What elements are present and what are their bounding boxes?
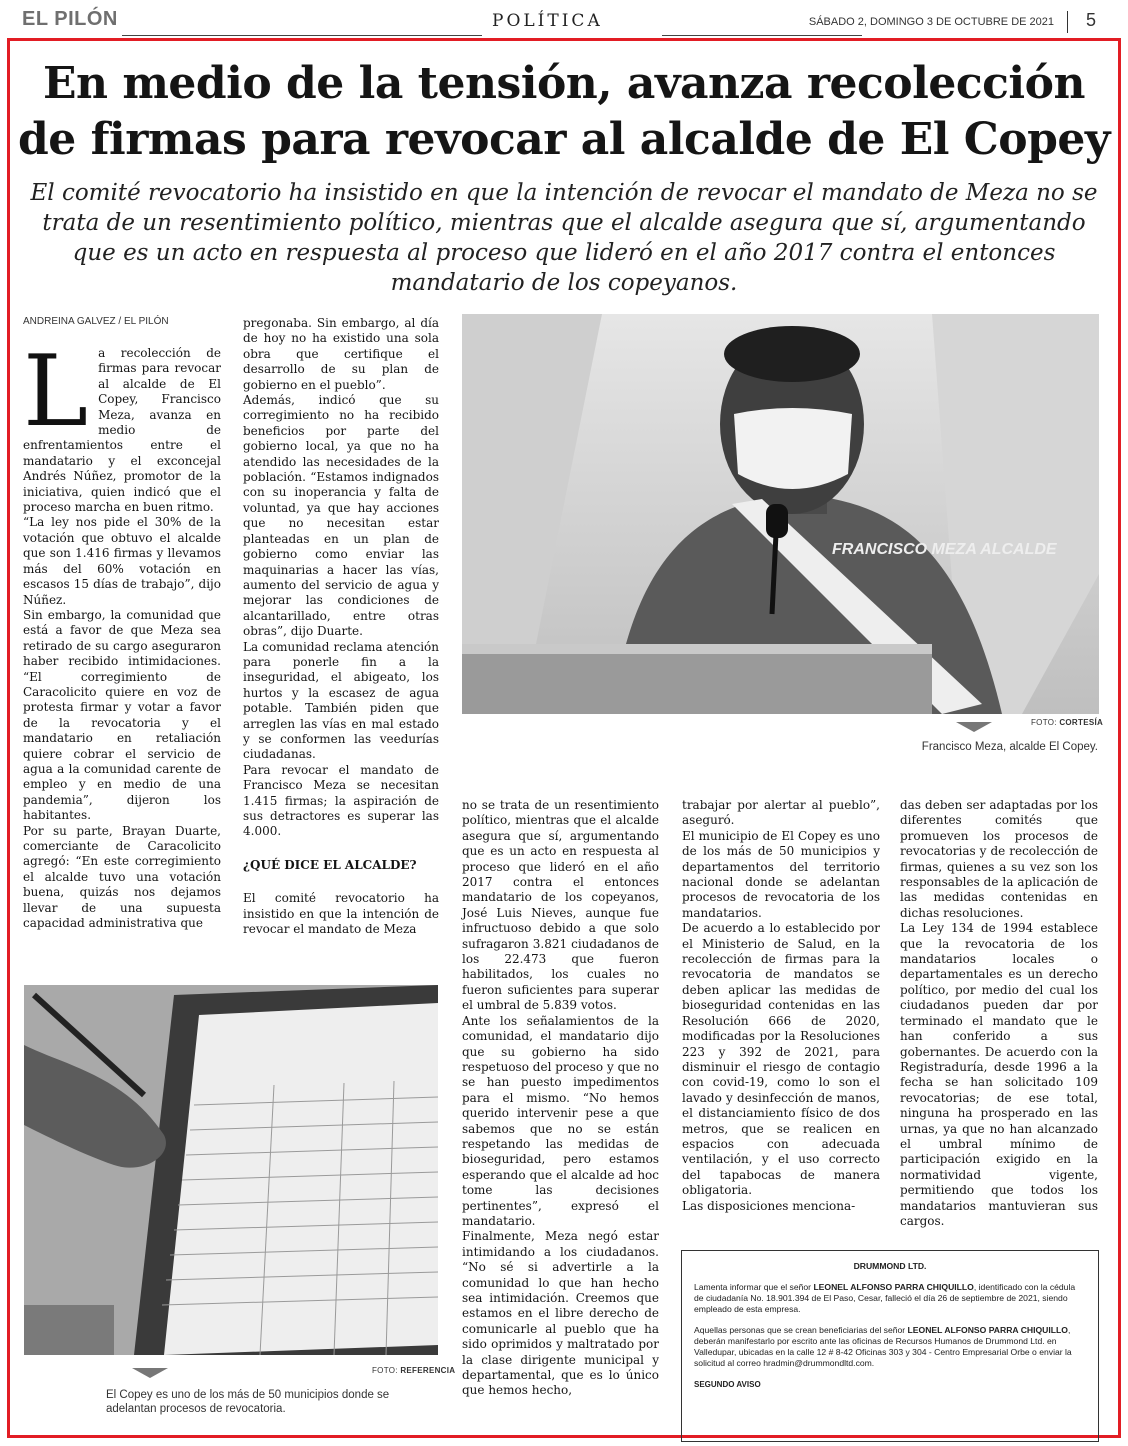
section-label: POLÍTICA bbox=[492, 11, 603, 31]
signature-form-illustration bbox=[24, 985, 438, 1355]
credit-name: CORTESÍA bbox=[1059, 718, 1104, 727]
article-column-1 bbox=[23, 335, 221, 931]
paragraph: Además, indicó que su corregimiento no ha recibido beneficios por parte del gobierno local, ya que no ha atendido las necesidades de la población. “Estamos indignados con su inoperancia y falta de voluntad, ya que hay acciones que no necesitan estar planteadas en un plan de gobierno como enviar las maquinarias a hacer las vías, aumento del servicio de agua y mejorar las condiciones de alcantarillado, entre otras obras”, dijo Duarte. bbox=[243, 393, 439, 639]
mayor-photo-illustration bbox=[462, 314, 1099, 714]
byline: ANDREINA GALVEZ / EL PILÓN bbox=[23, 316, 169, 327]
page-number: 5 bbox=[1085, 10, 1096, 30]
issue-date: SÁBADO 2, DOMINGO 3 DE OCTUBRE DE 2021 bbox=[808, 16, 1054, 28]
credit-name: REFERENCIA bbox=[400, 1366, 456, 1375]
drop-cap: L bbox=[23, 335, 89, 449]
paragraph: Para revocar el mandato de Francisco Meza se necesitan 1.415 firmas; la aspiración de sus detractores es superar las 4.000. bbox=[243, 762, 439, 839]
masthead bbox=[22, 8, 1102, 38]
paragraph: El comité revocatorio ha insistido en que la intención de revocar el mandato de Meza bbox=[243, 891, 439, 937]
paragraph: De acuerdo a lo establecido por el Ministerio de Salud, en la recolección de firmas para la revocatoria de mandatos se deben aplicar las medidas de bioseguridad contenidas en las Resolución 666 de 2020, modificadas por la Resoluciones 223 y 392 de 2021, para disminuir el riesgo de contagio con covid-19, como lo son el lavado y desinfección de manos, el distanciamiento físico de dos metros, que se realicen en espacios con adecuada ventilación, y el uso correcto del tapabocas de manera obligatoria. bbox=[682, 921, 880, 1198]
headline: En medio de la tensión, avanza recolección de firmas para revocar al alcalde de El Copey bbox=[18, 58, 1110, 165]
obituary-notice bbox=[681, 1250, 1099, 1442]
caption-marker-icon bbox=[956, 722, 992, 732]
paragraph: trabajar por alertar al pueblo”, aseguró. bbox=[682, 798, 880, 828]
deck: El comité revocatorio ha insistido en que la intención de revocar el mandato de Meza no se trata de un resentimiento político, mientras que el alcalde asegura que sí, argumentando que es un acto en respuesta al proceso que lideró en el año 2017 contra el entonces mandatario de los copeyanos. bbox=[30, 180, 1098, 296]
paragraph: La Ley 134 de 1994 establece que la revocatoria de los mandatarios locales o departamentales es un derecho político, por medio del cual los ciudadanos pueden dar por terminado el mandato que le han conferido a sus gobernantes. De acuerdo con la Registraduría, desde 1996 a la fecha se han solicitado 109 revocatorias; de ese total, ninguna ha prosperado en las urnas, ya que no han alcanzado el umbral mínimo de participación exigido en la normatividad vigente, permitiendo que todos los mandatarios mantuvieran sus cargos. bbox=[900, 921, 1098, 1228]
paragraph: “La ley nos pide el 30% de la votación que obtuvo el alcalde que son 1.416 firmas y llevamos más del 60% votación en escasos 15 días de trabajo”, dijo Núñez. bbox=[23, 515, 221, 607]
paragraph: Por su parte, Brayan Duarte, comerciante de Caracolicito agregó: “En este corregimiento el alcalde tuvo una votación buena, quizás nos dejamos llevar de una supuesta capacidad administrativa que bbox=[23, 823, 221, 931]
newspaper-logo: EL PILÓN bbox=[22, 8, 118, 30]
paragraph: Sin embargo, la comunidad que está a favor de que Meza sea retirado de su cargo aseguraron haber recibido intimidaciones. “El corregimiento de Caracolicito quiere en voz de protesta firmar y votar a favor de la revocatoria y el mandatario en retaliación quiere cobrar el servicio de agua a la comunidad carente de empleo y en medio de una pandemia”, dijeron los habitantes. bbox=[23, 607, 221, 823]
signature-form-photo bbox=[24, 985, 438, 1355]
credit-prefix: FOTO: bbox=[1031, 718, 1057, 727]
paragraph: La comunidad reclama atención para ponerle fin a la inseguridad, el abigeato, los hurtos y la escasez de agua potable. También piden que arreglen las vías en mal estado y se conformen las veedurías ciudadanas. bbox=[243, 639, 439, 762]
notice-paragraph: Aquellas personas que se crean beneficiarias del señor LEONEL ALFONSO PARRA CHIQUILLO, deberán manifestarlo por escrito ante las oficinas de Recursos Humanos de Drummond Ltd. en Valledupar, ubicadas en la calle 12 # 8-42 Oficinas 303 y 304 - Centro Empresarial Orbe o enviar la solicitud al correo hradmin@drummondltd.com. bbox=[694, 1325, 1072, 1368]
paragraph: pregonaba. Sin embargo, al día de hoy no ha existido una sola obra que certifique el desarrollo de su plan de gobierno en el pueblo”. bbox=[243, 316, 439, 392]
paragraph: Ante los señalamientos de la comunidad, el mandatario dijo que su gobierno ha sido respetuoso del proceso y que no se han puesto impedimentos para el mismo. “No hemos querido intervenir pese a que sabemos que no se están respetando las medidas de bioseguridad, pero estamos esperando que el alcalde ad hoc tome las decisiones pertinentes”, expresó el mandatario. bbox=[462, 1013, 659, 1228]
notice-paragraph: Lamenta informar que el señor LEONEL ALFONSO PARRA CHIQUILLO, identificado con la cédula de ciudadanía No. 18.901.394 de El Paso, Cesar, falleció el día 26 de septiembre de 2021, siendo empleado de esta empresa. bbox=[694, 1282, 1076, 1314]
photo-caption: El Copey es uno de los más de 50 municipios donde se adelantan procesos de revocatoria. bbox=[106, 1389, 390, 1415]
caption-marker-icon bbox=[132, 1368, 168, 1378]
mayor-photo bbox=[462, 314, 1099, 714]
paragraph: Finalmente, Meza negó estar intimidando a los ciudadanos. “No sé si advertirle a la comunidad lo que han hecho sea intimidación. Creemos que estamos en el libre derecho de comunicarle al pueblo que ha sido oprimidos y maltratado por la clase dirigente municipal y departamental, que es lo único que hemos hecho, bbox=[462, 1229, 659, 1398]
header-rule-right bbox=[662, 35, 862, 36]
article-column-3 bbox=[462, 798, 659, 1399]
paragraph: a recolección de firmas para revocar al alcalde de El Copey, Francisco Meza, avanza en medio de enfrentamientos entre el mandatario y el exconcejal Andrés Núñez, promotor de la iniciativa, quien indicó que el proceso marcha en buen ritmo. bbox=[23, 346, 221, 515]
article-column-2 bbox=[243, 316, 439, 937]
shirt-text: FRANCISCO MEZA ALCALDE bbox=[832, 541, 1057, 558]
subheading: ¿QUÉ DICE EL ALCALDE? bbox=[243, 857, 417, 872]
paragraph: El municipio de El Copey es uno de los más de 50 municipios y departamentos del territorio nacional donde se adelantan procesos de revocatoria de los mandatarios. bbox=[682, 828, 880, 920]
article-column-4 bbox=[682, 798, 880, 1214]
notice-title: DRUMMOND LTD. bbox=[853, 1261, 927, 1271]
page-separator bbox=[1067, 11, 1068, 33]
notice-footer: SEGUNDO AVISO bbox=[694, 1380, 761, 1389]
photo-caption: Francisco Meza, alcalde El Copey. bbox=[921, 741, 1098, 753]
paragraph: das deben ser adaptadas por los diferentes comités que promueven los procesos de revocatorias y de recolección de firmas, quienes a su vez son los responsables de la aplicación de las medidas contenidas en dichas resoluciones. bbox=[900, 798, 1098, 920]
photo-credit bbox=[1031, 718, 1103, 727]
header-rule-left bbox=[122, 35, 482, 36]
credit-prefix: FOTO: bbox=[372, 1366, 398, 1375]
paragraph: Las disposiciones menciona- bbox=[682, 1198, 856, 1213]
photo-credit bbox=[372, 1366, 455, 1375]
article-column-5 bbox=[900, 798, 1098, 1229]
paragraph: no se trata de un resentimiento político, mientras que el alcalde asegura que sí, argumentando que es un acto en respuesta al proceso que lideró en el año 2017 contra el entonces mandatario de los copeyanos, José Luis Nieves, aunque fue infructuoso debido a que solo sufragaron 3.821 ciudadanos de los 22.473 que fueron habilitados, los cuales no fueron suficientes para superar el umbral de 5.839 votos. bbox=[462, 798, 659, 1013]
